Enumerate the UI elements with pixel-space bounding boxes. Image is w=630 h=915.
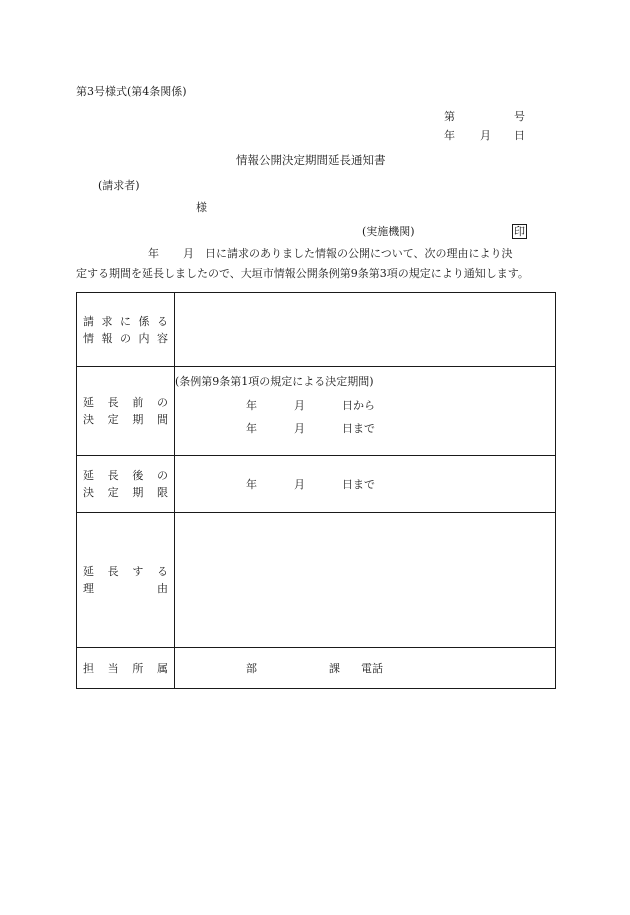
from-month: 月 [294,399,305,412]
table-row-requested-info [77,293,556,367]
until-day: 日まで [342,422,375,435]
label-line: 決 定 期 限 [83,486,168,499]
reason-field[interactable] [175,513,556,648]
body-month: 月 [183,247,194,260]
date-year: 年 [444,129,455,142]
from-year: 年 [246,399,257,412]
label-line: 決 定 期 間 [83,413,168,426]
department-field[interactable] [175,648,556,689]
limit-day: 日まで [342,478,375,491]
limit-month: 月 [294,478,305,491]
body-year: 年 [148,247,159,260]
doc-number-go: 号 [514,110,525,123]
label-line: 情 報 の 内 容 [83,331,168,345]
recipient-label: (請求者) [98,179,140,192]
regulation-note: (条例第9条第1項の規定による決定期間) [175,375,374,388]
before-extension-field[interactable] [175,367,556,456]
document-title: 情報公開決定期間延長通知書 [236,153,386,167]
date-day: 日 [514,129,525,142]
label-department [77,648,175,689]
label-line: 請 求 に 係 る [83,314,168,328]
label-before-extension [77,367,175,456]
label-line: 延 長 す る [83,565,168,578]
from-day: 日から [342,399,375,412]
table-row-after-extension [77,456,556,513]
body-line2: 定する期間を延長しましたので、大垣市情報公開条例第9条第3項の規定により通知します。 [76,267,529,280]
label-line: 延 長 前 の [83,396,168,409]
table-row-department [77,648,556,689]
seal-mark: 印 [514,225,525,238]
label-line: 担 当 所 属 [83,661,168,675]
section-suffix: 課 [329,662,340,675]
dept-suffix: 部 [246,662,257,675]
issuer-label: (実施機関) [362,225,415,238]
table-row-reason [77,513,556,648]
label-line: 延 長 後 の [83,469,168,482]
after-extension-field[interactable] [175,456,556,513]
label-requested-info [77,293,175,367]
form-number: 第3号様式(第4条関係) [76,85,187,98]
requested-info-field[interactable] [175,293,556,367]
until-year: 年 [246,422,257,435]
label-line: 理 由 [83,582,168,595]
body-line1: 日に請求のありました情報の公開について、次の理由により決 [205,247,513,260]
label-reason [77,513,175,648]
phone-label: 電話 [361,662,383,675]
doc-number-dai: 第 [444,110,455,123]
label-after-extension [77,456,175,513]
limit-year: 年 [246,478,257,491]
date-month: 月 [480,129,491,142]
table-row-before-extension [77,367,556,456]
recipient-honorific: 様 [196,201,207,214]
until-month: 月 [294,422,305,435]
extension-form-table [76,292,556,689]
